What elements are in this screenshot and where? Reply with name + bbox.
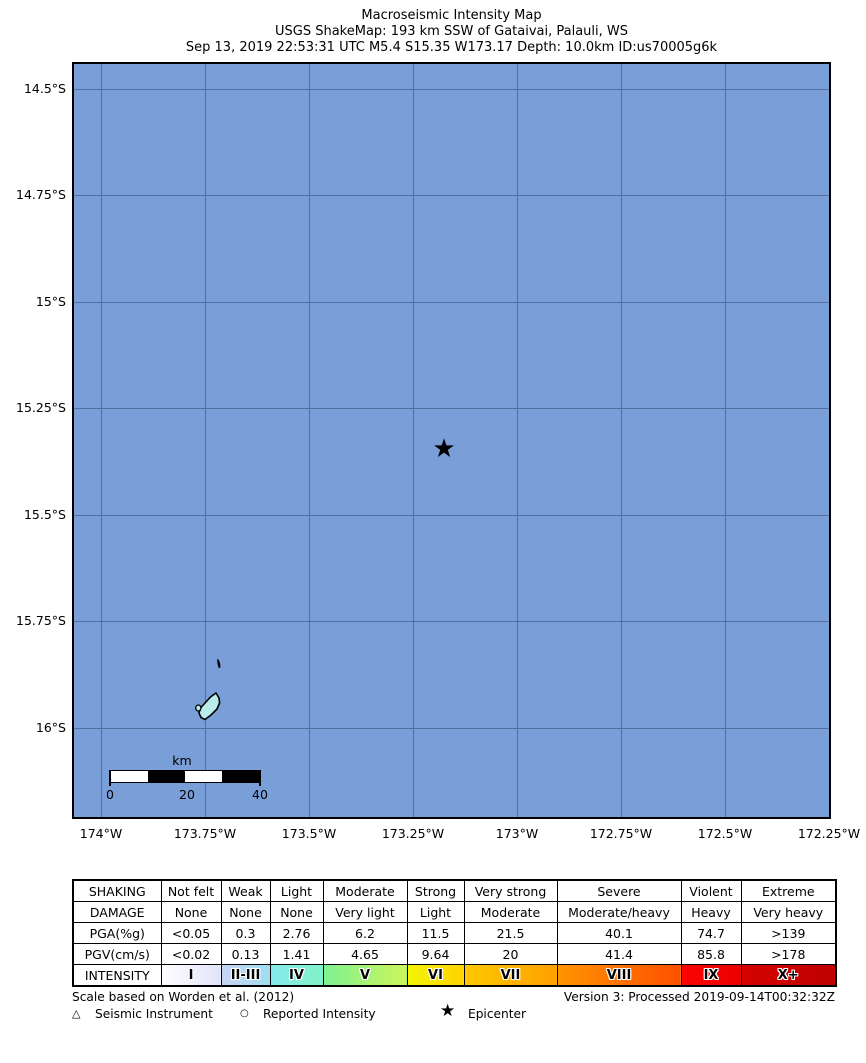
table-cell: None xyxy=(161,902,221,923)
version-processed-note: Version 3: Processed 2019-09-14T00:32:32Z xyxy=(563,990,835,1004)
lat-tick-label: 14.75°S xyxy=(16,187,66,202)
island-knob-shape xyxy=(196,705,201,711)
table-cell: None xyxy=(221,902,270,923)
table-cell: None xyxy=(270,902,323,923)
table-cell: 11.5 xyxy=(407,923,464,944)
lon-tick-label: 173.75°W xyxy=(173,826,237,841)
table-cell: Moderate xyxy=(323,880,407,902)
table-cell: 1.41 xyxy=(270,944,323,965)
gridline-vertical xyxy=(101,64,102,817)
table-cell: Moderate xyxy=(464,902,557,923)
gridline-horizontal xyxy=(74,302,829,303)
lon-tick-label: 172.25°W xyxy=(797,826,861,841)
lon-tick-label: 173.25°W xyxy=(381,826,445,841)
table-cell: Not felt xyxy=(161,880,221,902)
lon-tick-label: 173°W xyxy=(495,826,539,841)
table-row-damage xyxy=(73,902,836,923)
table-cell: 0.13 xyxy=(221,944,270,965)
table-cell: Severe xyxy=(557,880,681,902)
scalebar-segment xyxy=(185,771,222,782)
lat-tick-label: 14.5°S xyxy=(23,81,66,96)
table-cell: Very strong xyxy=(464,880,557,902)
scalebar-segment xyxy=(111,771,148,782)
table-cell: 0.3 xyxy=(221,923,270,944)
gridline-horizontal xyxy=(74,89,829,90)
lat-tick-label: 15.5°S xyxy=(23,507,66,522)
title-subtitle: USGS ShakeMap: 193 km SSW of Gataivai, Palauli, WS xyxy=(275,24,628,39)
island-shape xyxy=(199,693,220,720)
gridline-vertical xyxy=(725,64,726,817)
gridline-vertical xyxy=(309,64,310,817)
table-cell: >178 xyxy=(741,944,836,965)
gridline-horizontal xyxy=(74,515,829,516)
scalebar-tick-label: 0 xyxy=(106,787,114,802)
scalebar-unit-label: km xyxy=(172,753,192,768)
lat-tick-label: 15°S xyxy=(35,294,66,309)
table-cell: 40.1 xyxy=(557,923,681,944)
table-cell: Very heavy xyxy=(741,902,836,923)
scale-reference-note: Scale based on Worden et al. (2012) xyxy=(72,990,295,1004)
table-cell: 6.2 xyxy=(323,923,407,944)
table-cell: Very light xyxy=(323,902,407,923)
intensity-cell: IX xyxy=(681,965,741,987)
table-row-intensity xyxy=(73,965,836,987)
table-row-label: PGA(%g) xyxy=(73,923,161,944)
scalebar-endcap xyxy=(109,770,111,786)
table-cell: 9.64 xyxy=(407,944,464,965)
intensity-cell: VII xyxy=(464,965,557,987)
gridline-horizontal xyxy=(74,195,829,196)
table-row-label: INTENSITY xyxy=(73,965,161,987)
lon-tick-label: 172.75°W xyxy=(589,826,653,841)
gridline-horizontal xyxy=(74,728,829,729)
intensity-cell: V xyxy=(323,965,407,987)
gridline-vertical xyxy=(517,64,518,817)
seismic-instrument-icon: △ xyxy=(72,1007,81,1020)
table-cell: <0.05 xyxy=(161,923,221,944)
gridline-horizontal xyxy=(74,621,829,622)
epicenter-legend-icon: ★ xyxy=(440,1001,456,1021)
table-cell: 2.76 xyxy=(270,923,323,944)
table-cell: Light xyxy=(270,880,323,902)
map-canvas xyxy=(72,62,831,819)
table-cell: 74.7 xyxy=(681,923,741,944)
scalebar-tick-label: 40 xyxy=(252,787,268,802)
scalebar-segment xyxy=(222,771,259,782)
table-cell: Extreme xyxy=(741,880,836,902)
intensity-cell: IV xyxy=(270,965,323,987)
table-row-label: SHAKING xyxy=(73,880,161,902)
gridline-vertical xyxy=(413,64,414,817)
table-row-label: PGV(cm/s) xyxy=(73,944,161,965)
gridline-vertical xyxy=(621,64,622,817)
table-row-shaking xyxy=(73,880,836,902)
lon-tick-label: 173.5°W xyxy=(281,826,337,841)
gridline-vertical xyxy=(205,64,206,817)
table-row-pga xyxy=(73,923,836,944)
table-cell: Moderate/heavy xyxy=(557,902,681,923)
table-cell: Strong xyxy=(407,880,464,902)
scalebar-tick-label: 20 xyxy=(179,787,195,802)
title-block xyxy=(72,8,831,56)
epicenter-legend-label: Epicenter xyxy=(468,1007,527,1021)
scalebar-endcap xyxy=(259,770,261,786)
lat-tick-label: 16°S xyxy=(35,720,66,735)
table-cell: Violent xyxy=(681,880,741,902)
table-cell: 21.5 xyxy=(464,923,557,944)
lat-tick-label: 15.25°S xyxy=(16,400,66,415)
intensity-cell: II-III xyxy=(221,965,270,987)
lat-tick-label: 15.75°S xyxy=(16,613,66,628)
intensity-cell: X+ xyxy=(741,965,836,987)
table-cell: 41.4 xyxy=(557,944,681,965)
intensity-legend-table xyxy=(72,879,837,987)
table-cell: 4.65 xyxy=(323,944,407,965)
table-cell: Heavy xyxy=(681,902,741,923)
lon-tick-label: 174°W xyxy=(79,826,123,841)
table-cell: Weak xyxy=(221,880,270,902)
table-cell: <0.02 xyxy=(161,944,221,965)
scalebar-segment xyxy=(148,771,185,782)
title-event-info: Sep 13, 2019 22:53:31 UTC M5.4 S15.35 W173.17 Depth: 10.0km ID:us70005g6k xyxy=(185,40,718,55)
table-cell: Light xyxy=(407,902,464,923)
table-cell: 20 xyxy=(464,944,557,965)
islet-shape xyxy=(217,659,220,669)
reported-intensity-icon: ○ xyxy=(240,1008,249,1019)
scalebar xyxy=(110,770,260,783)
lon-tick-label: 172.5°W xyxy=(697,826,753,841)
intensity-cell: I xyxy=(161,965,221,987)
page-title: Macroseismic Intensity Map xyxy=(361,8,542,23)
epicenter-star-icon: ★ xyxy=(432,433,456,464)
reported-intensity-label: Reported Intensity xyxy=(263,1007,376,1021)
seismic-instrument-label: Seismic Instrument xyxy=(95,1007,213,1021)
intensity-cell: VI xyxy=(407,965,464,987)
intensity-cell: VIII xyxy=(557,965,681,987)
table-row-pgv xyxy=(73,944,836,965)
table-row-label: DAMAGE xyxy=(73,902,161,923)
table-cell: 85.8 xyxy=(681,944,741,965)
table-cell: >139 xyxy=(741,923,836,944)
gridline-horizontal xyxy=(74,408,829,409)
